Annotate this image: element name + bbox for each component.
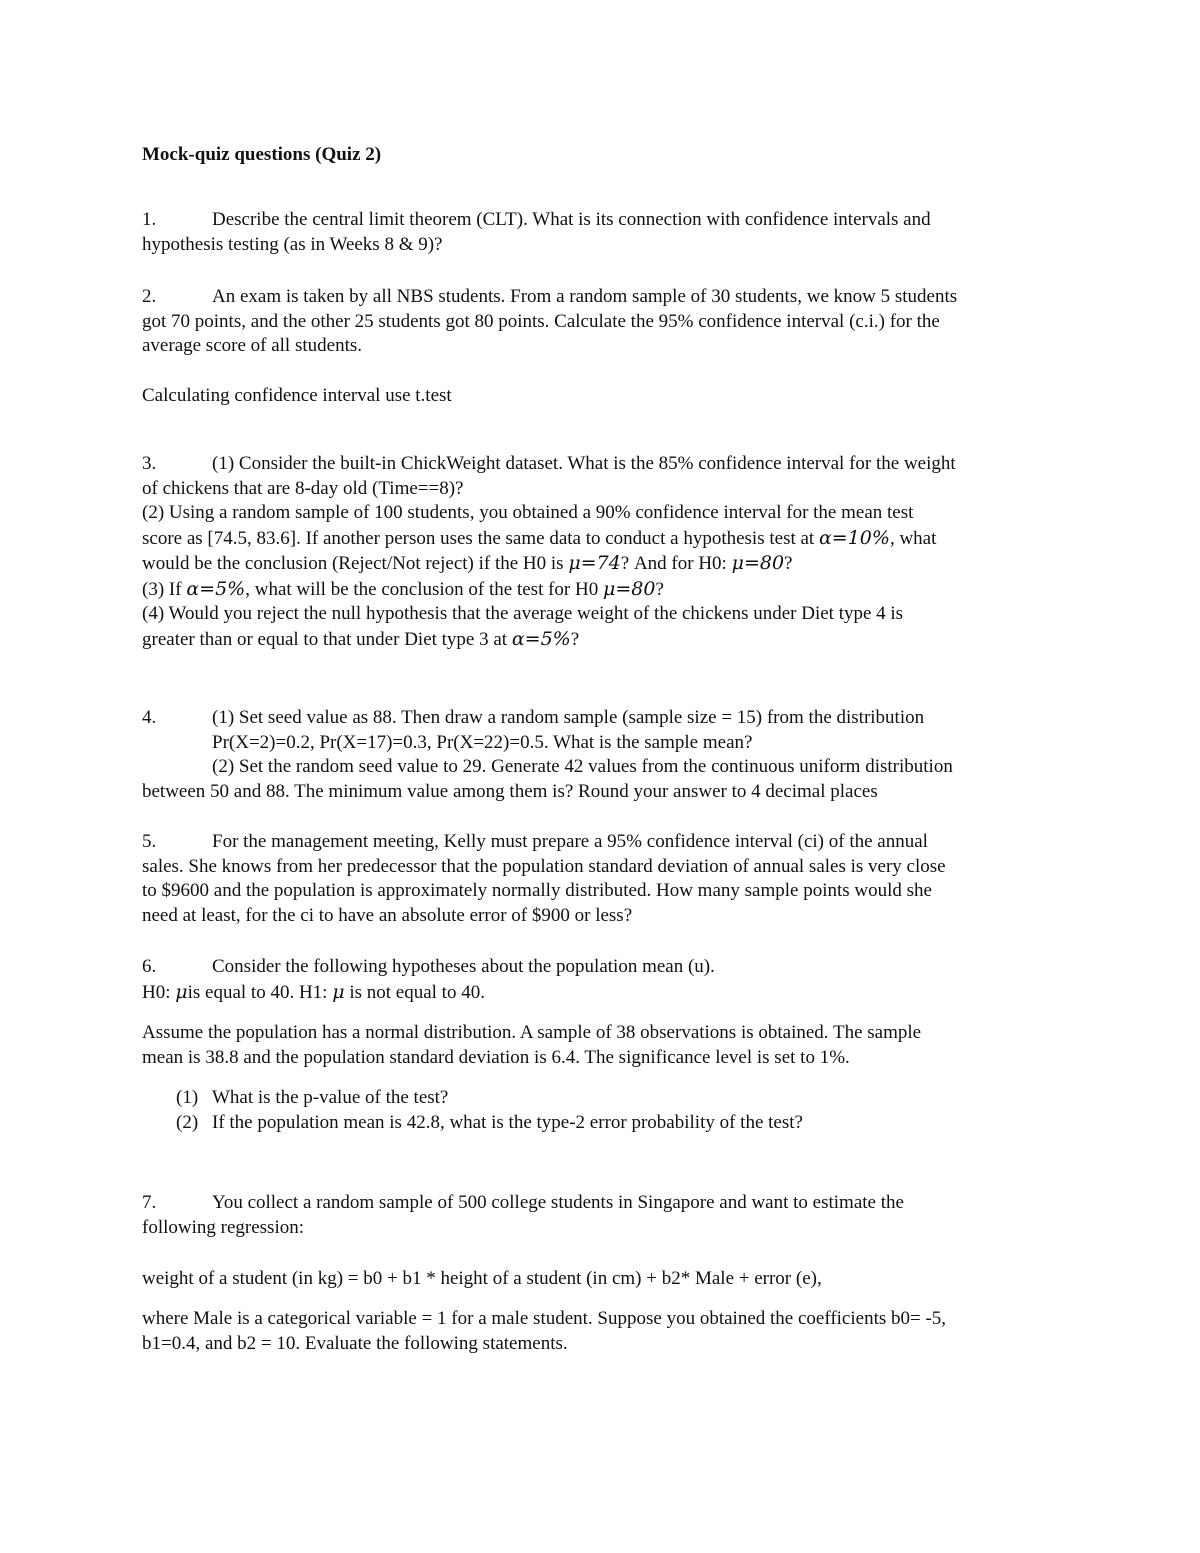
question-number: 6. xyxy=(142,956,157,977)
mu-symbol: μ=80 xyxy=(602,577,656,600)
list-item: (1) What is the p-value of the test? xyxy=(176,1087,449,1108)
question-number: 3. xyxy=(142,453,157,474)
question-number: 4. xyxy=(142,707,157,728)
question-number: 1. xyxy=(142,209,157,230)
question-7-paragraph: where Male is a categorical variable = 1 for a male student. Suppose you obtained the coefficients b0= -5, b1=0.4, and b2 = 10. Evaluate the following statements. xyxy=(142,1308,947,1354)
question-1: 1. Describe the central limit theorem (CLT). What is its connection with confidence intervals and hypothesis testing (as in Weeks 8 & 9)? xyxy=(142,209,931,255)
mu-symbol: μ xyxy=(332,980,345,1003)
regression-equation: weight of a student (in kg) = b0 + b1 * height of a student (in cm) + b2* Male + error (e), xyxy=(142,1268,822,1289)
question-7: 7. You collect a random sample of 500 college students in Singapore and want to estimate the following regression: xyxy=(142,1192,904,1238)
question-6: 6. Consider the following hypotheses about the population mean (u). H0: μis equal to 40. H1: μ is not equal to 40. xyxy=(142,956,715,1003)
question-6-subquestions xyxy=(176,1086,1056,1135)
question-2: 2. An exam is taken by all NBS students. From a random sample of 30 students, we know 5 students got 70 points, and the other 25 students got 80 points. Calculate the 95% confidence interval (c.i.) for the average score of all students. xyxy=(142,286,958,356)
mu-symbol: μ xyxy=(175,980,188,1003)
page-title: Mock-quiz questions (Quiz 2) xyxy=(142,144,382,165)
question-number: 7. xyxy=(142,1192,157,1213)
question-number: 5. xyxy=(142,831,157,852)
list-item: (2) If the population mean is 42.8, what is the type-2 error probability of the test? xyxy=(176,1111,803,1133)
alpha-symbol: α=10% xyxy=(818,526,890,549)
question-number: 2. xyxy=(142,286,157,307)
alpha-symbol: α=5% xyxy=(186,577,246,600)
mu-symbol: μ=80 xyxy=(731,552,785,574)
mu-symbol: μ=74 xyxy=(568,552,621,574)
question-6-paragraph: Assume the population has a normal distribution. A sample of 38 observations is obtained. The sample mean is 38.8 and the population standard deviation is 6.4. The significance level is set to 1%. xyxy=(142,1022,922,1068)
question-4: 4. (1) Set seed value as 88. Then draw a random sample (sample size = 15) from the distribution Pr(X=2)=0.2, Pr(X=17)=0.3, Pr(X=22)=0.5. What is the sample mean? (2) Set the random seed value to 29. Generate 42 values from the continuous uniform distribution between 50 and 88. The minimum value among them is? Round your answer to 4 decimal places xyxy=(142,707,953,802)
alpha-symbol: α=5% xyxy=(511,627,571,650)
question-3: 3. (1) Consider the built-in ChickWeight dataset. What is the 85% confidence interval for the weight of chickens that are 8-day old (Time==8)? (2) Using a random sample of 100 students, you obtained a 90% confidence interval for the mean test score as [74.5, 83.6]. If another person uses the same data to conduct a hypothesis test at α=10%, what would be the conclusion (Reject/Not reject) if the H0 is μ=74? And for H0: μ=80? (3) If α=5%, what will be the conclusion of the test for H0 μ=80? (4) Would you reject the null hypothesis that the average weight of the chickens under Diet type 4 is greater than or equal to that under Diet type 3 at α=5%? xyxy=(142,453,956,650)
question-2-note: Calculating confidence interval use t.test xyxy=(142,385,452,406)
question-5: 5. For the management meeting, Kelly must prepare a 95% confidence interval (ci) of the annual sales. She knows from her predecessor that the population standard deviation of annual sales is very close to $9600 and the population is approximately normally distributed. How many sample points would she need at least, for the ci to have an absolute error of $900 or less? xyxy=(142,831,946,926)
